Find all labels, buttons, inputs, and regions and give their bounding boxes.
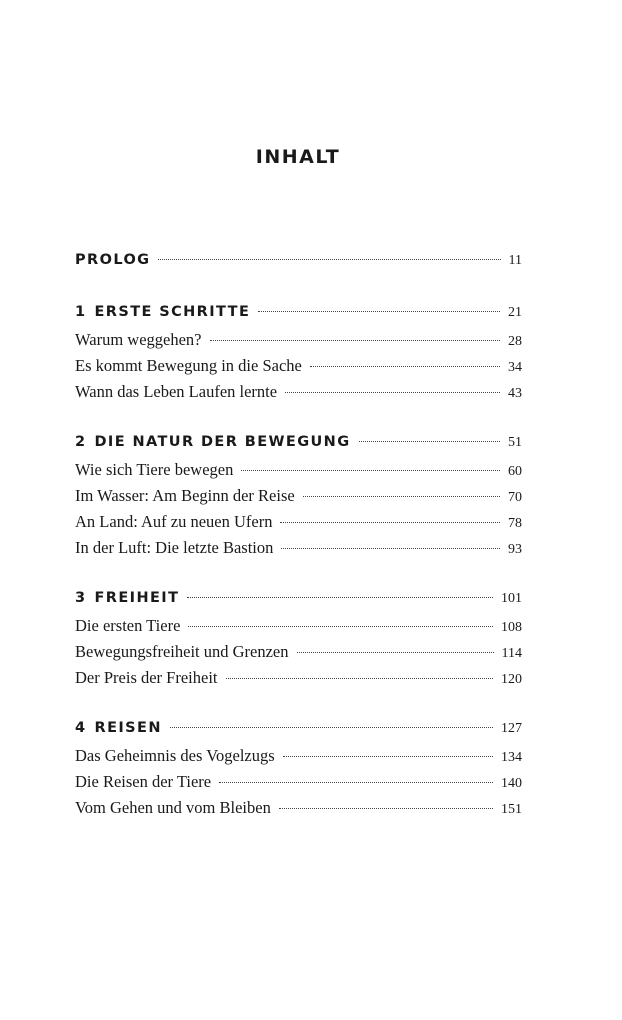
toc-chapter-row [75,590,522,616]
chapter-title: DIE NATUR DER BEWEGUNG [94,434,351,450]
dot-leader [279,808,493,809]
toc-section-4 [75,720,522,824]
entry-title: Im Wasser: Am Beginn der Reise [75,486,295,505]
chapter-label [75,304,250,320]
toc-chapter-row [75,434,522,460]
page-number: 78 [508,516,522,531]
page-number: 114 [501,646,522,661]
toc-entry-row [75,668,522,694]
toc-chapter-row [75,720,522,746]
toc-entry-row [75,356,522,382]
entry-title: Vom Gehen und vom Bleiben [75,798,271,817]
entry-title: Das Geheimnis des Vogelzugs [75,746,275,765]
page-number: 120 [501,672,522,687]
dot-leader [283,756,493,757]
page-number: 93 [508,542,522,557]
chapter-title: PROLOG [75,252,151,268]
dot-leader [187,597,493,598]
toc-section-1 [75,304,522,408]
page-number: 21 [508,305,522,320]
entry-title: Die ersten Tiere [75,616,181,635]
dot-leader [158,259,500,260]
dot-leader [170,727,493,728]
toc-entry-row [75,798,522,824]
page-title: INHALT [255,146,341,168]
dot-leader [297,652,494,653]
chapter-number: 2 [75,434,87,450]
page-number: 43 [508,386,522,401]
chapter-title: REISEN [94,720,162,736]
dot-leader [303,496,500,497]
dot-leader [280,522,500,523]
toc-section-2 [75,434,522,564]
dot-leader [285,392,500,393]
entry-title: Die Reisen der Tiere [75,772,212,791]
dot-leader [188,626,493,627]
entry-title: Bewegungsfreiheit und Grenzen [75,642,289,661]
page-number: 140 [501,776,522,791]
dot-leader [241,470,500,471]
toc-section-prolog [75,252,522,278]
toc-entry-row [75,330,522,356]
toc-entry-row [75,486,522,512]
entry-title: Wann das Leben Laufen lernte [75,382,278,401]
entry-title: Der Preis der Freiheit [75,668,218,687]
chapter-number: 4 [75,720,87,736]
entry-title: Wie sich Tiere bewegen [75,460,234,479]
chapter-label [75,590,179,606]
page-number: 60 [508,464,522,479]
dot-leader [219,782,493,783]
chapter-label [75,252,150,268]
page-number: 127 [501,721,522,736]
dot-leader [258,311,500,312]
dot-leader [310,366,500,367]
page-number: 70 [508,490,522,505]
toc-entry-row [75,538,522,564]
chapter-label [75,720,162,736]
page-number: 151 [501,802,522,817]
dot-leader [210,340,501,341]
toc-entry-row [75,616,522,642]
chapter-title: FREIHEIT [94,590,180,606]
dot-leader [359,441,500,442]
toc-entry-row [75,746,522,772]
toc-entry-row [75,512,522,538]
page-number: 108 [501,620,522,635]
chapter-number: 3 [75,590,87,606]
entry-title: In der Luft: Die letzte Bastion [75,538,274,557]
page-number: 34 [508,360,522,375]
chapter-label [75,434,351,450]
entry-title: Es kommt Bewegung in die Sache [75,356,302,375]
dot-leader [281,548,500,549]
page-number: 51 [508,435,522,450]
page-number: 101 [501,591,522,606]
toc-entry-row [75,382,522,408]
toc-chapter-row [75,252,522,278]
entry-title: An Land: Auf zu neuen Ufern [75,512,273,531]
toc-chapter-row [75,304,522,330]
dot-leader [226,678,494,679]
chapter-number: 1 [75,304,87,320]
table-of-contents [75,252,522,850]
chapter-title: ERSTE SCHRITTE [94,304,251,320]
page-number: 134 [501,750,522,765]
entry-title: Warum weggehen? [75,330,202,349]
toc-entry-row [75,642,522,668]
toc-section-3 [75,590,522,694]
page-number: 28 [508,334,522,349]
toc-entry-row [75,772,522,798]
toc-entry-row [75,460,522,486]
page-number: 11 [508,253,522,268]
